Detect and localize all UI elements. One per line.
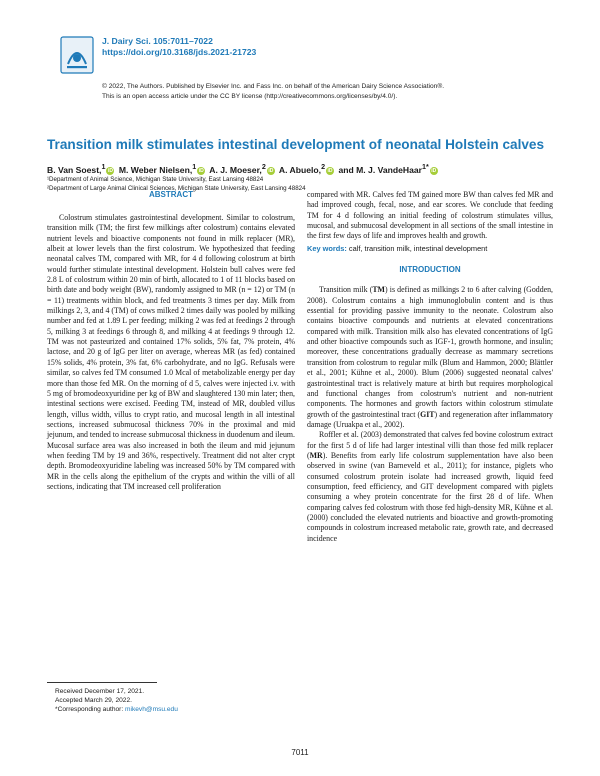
orcid-icon[interactable]: iD (431, 167, 437, 174)
author-name: A. J. Moeser, (209, 164, 262, 175)
affiliation-2: ²Department of Large Animal Clinical Sciences, Michigan State University, East Lansing 48824 (47, 184, 306, 192)
intro-text: Roffler et al. (2003) demonstrated that calves fed bovine colostrum extract for the first 5 d of life had larger intestinal villi than those fed milk replacer ( (307, 430, 553, 460)
received-date: Received December 17, 2021. (55, 688, 145, 695)
copyright-notice (102, 82, 444, 101)
doi-link[interactable]: https://doi.org/10.3168/jds.2021-21723 (102, 47, 257, 57)
author-affil-mark: 1* (422, 163, 429, 171)
author-name: B. Van Soest, (47, 164, 102, 175)
abbrev-git: GIT (420, 409, 435, 419)
author-name: A. Abuelo, (278, 164, 322, 175)
author-name: and M. J. VandeHaar (338, 164, 423, 175)
keywords-list: calf, transition milk, intestinal development (348, 243, 488, 253)
intro-text: ). Benefits from early life colostrum supplementation have also been observed in swine (van Barneveld et al., 2011); for instance, piglets who consumed colostrum protein isolate had increased growth, liquid feed consumption, feed efficiency, and GIT development compared with piglets consuming a whey protein concentrate for the first 28 d of life. When comparing calves fed colostrum with those fed high-density MR, Kühne et al. (2000) concluded the elevated nutrients and bioactive and growth-promoting compounds in colostrum increased metabolic rate, growth rate, and decreased incidence (307, 450, 553, 543)
author-affil-mark: 1 (101, 163, 106, 171)
citation: J. Dairy Sci. 105:7011–7022 (102, 36, 213, 46)
intro-text: Transition milk ( (319, 285, 373, 295)
email-link[interactable]: mikevh@msu.edu (125, 706, 178, 714)
orcid-icon[interactable]: iD (198, 167, 204, 174)
right-column (307, 190, 553, 544)
abstract-heading: ABSTRACT (149, 190, 193, 199)
jds-logo-icon (60, 36, 94, 74)
abbrev-mr: MR (309, 450, 323, 460)
author-affil-mark: 2 (321, 163, 326, 171)
footnotes (55, 687, 178, 715)
intro-text: ) and regeneration after inflammatory damage (Uruakpa et al., 2002). (307, 409, 553, 429)
keywords (307, 244, 553, 254)
intro-paragraph (307, 285, 553, 430)
corresponding-label: *Corresponding author: (55, 706, 126, 714)
affiliation-1: ¹Department of Animal Science, Michigan State University, East Lansing 48824 (47, 176, 264, 183)
corresponding-author (55, 705, 178, 714)
author-affil-mark: 1 (192, 163, 197, 171)
abstract-text: Colostrum stimulates gastrointestinal development. Similar to colostrum, transition milk (TM; the first few milkings after colostrum) contains elevated nutrient levels and bioactive components not found in milk replacer (MR), albeit at lower levels than the first colostrum. We hypothesized that feeding neonatal calves TM, compared with MR, for 4 d following colostrum at birth would further stimulate intestinal development. Holstein bull calves were fed 2.8 L of colostrum within 20 min of birth, allocated to 1 of 11 blocks based on birth date and body weight (BW), randomly assigned to MR (n = 12) or TM (n = 11) treatments within block, and fed treatments 3 times per day. Milk from milkings 2, 3, and 4 (TM) of cows milked 2 times daily was pooled by milking number and fed at 1.89 L per feeding; milking 2 was fed at feedings 2 through 5, milking 3 at feedings 6 through 8, and milking 4 at feedings 9 through 12. TM was not pasteurized and contained 17% solids, 5% fat, 7% protein, 4% lactose, and 20 g of IgG per liter on average, whereas MR (as fed) contained 15% solids, 4% protein, 3% fat, 6% carbohydrate, and no IgG. Refusals were similar, so calves fed TM consumed 1.0 Mcal of metabolizable energy per day more than those fed MR. On the morning of d 5, calves were injected i.v. with 5 mg of bromodeoxyuridine per kg of BW and slaughtered 130 min later; then, intestinal sections were excised. Feeding TM, instead of MR, doubled villus length, villus width, villus to crypt ratio, and mucosal length in all intestinal sections, increased submucosal thickness 70% in the proximal and mid jejunum, and tended to increase submucosal thickness in duodenum and ileum. Mucosal surface area was also increased in both the ileum and mid jejunum when feeding TM by 19 and 36%, respectively. Treatment did not alter crypt depth. Bromodeoxyuridine labeling was increased 50% by TM compared with MR in the cells along the epithelium of the crypts and within the villi of all sections, indicating that TM increased cell proliferation (47, 213, 295, 491)
keywords-label: Key words: (307, 243, 347, 253)
abstract-continued: compared with MR. Calves fed TM gained more BW than calves fed MR and had improved cough, fecal, nose, and ear scores. We conclude that feeding TM for 4 d following an initial feeding of colostrum stimulates villus, mucosal, and submucosal development in all sections of the small intestine in the first few days of life and improves health and growth. (307, 190, 553, 241)
intro-paragraph (307, 430, 553, 544)
abbrev-tm: TM (372, 285, 385, 295)
accepted-date: Accepted March 29, 2022. (55, 697, 132, 705)
left-column (47, 213, 295, 492)
article-title: Transition milk stimulates intestinal development of neonatal Holstein calves (47, 137, 545, 152)
license-line: This is an open access article under the CC BY license (http://creativecommons.org/licenses/by/4.0/). (102, 92, 398, 100)
copyright-line: © 2022, The Authors. Published by Elsevier Inc. and Fass Inc. on behalf of the American Dairy Science Association®. (102, 83, 445, 90)
journal-logo (60, 36, 94, 74)
introduction-heading: INTRODUCTION (399, 265, 461, 275)
orcid-icon[interactable]: iD (327, 167, 333, 174)
footnote-divider (47, 682, 157, 683)
page-number: 7011 (291, 748, 309, 757)
author-list (47, 163, 440, 175)
orcid-icon[interactable]: iD (107, 167, 113, 174)
author-name: M. Weber Nielsen, (118, 164, 193, 175)
citation-block (102, 36, 256, 58)
intro-text: ) is defined as milkings 2 to 6 after calving (Godden, 2008). Colostrum contains a high immunoglobulin content and is thus essential for providing passive immunity to the neonate. Colostrum also contains bioactive compounds and nutrients at elevated concentrations compared with milk. Transition milk also has elevated concentrations of IgG and other bioactive compounds such as IGF-1, growth hormone, and insulin; moreover, these concentrations gradually decrease as mammary secretions transition from colostrum to regular milk (Blum and Hammon, 2000; Blättler et al., 2001; Kühne et al., 2000). Blum (2006) suggested neonatal calves' gastrointestinal tract is relatively mature at birth but requires morphological and functional changes from colostrum's nutrient and non-nutrient components. The hormones and growth factors within colostrum stimulate growth of the gastrointestinal tract ( (307, 285, 553, 419)
orcid-icon[interactable]: iD (268, 167, 274, 174)
author-affil-mark: 2 (261, 163, 266, 171)
